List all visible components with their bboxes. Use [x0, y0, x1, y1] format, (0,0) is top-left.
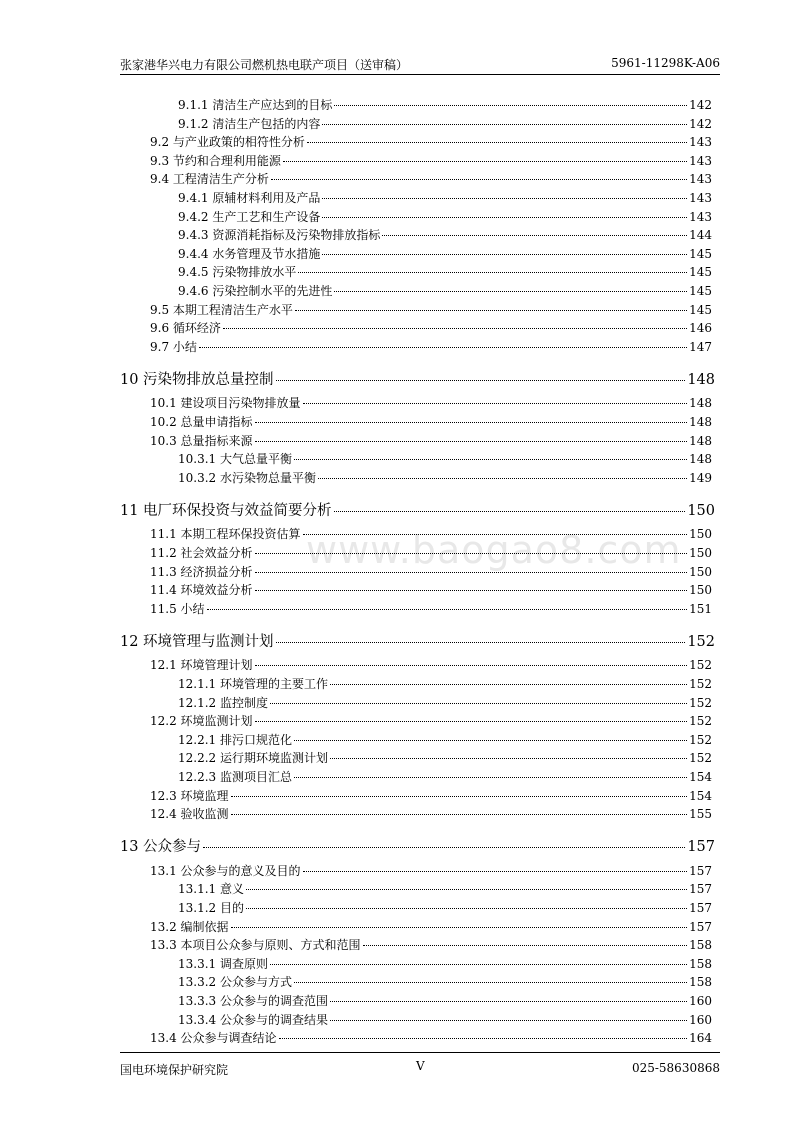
toc-entry-title: 11.5 小结 [150, 601, 205, 616]
toc-entry-page: 150 [689, 564, 712, 579]
toc-entry-title: 13.3 本项目公众参与原则、方式和范围 [150, 938, 361, 953]
toc-entry-page: 157 [689, 882, 712, 897]
toc-entry[interactable] [178, 768, 712, 786]
toc-entry-title: 9.4 工程清洁生产分析 [150, 172, 269, 187]
toc-entry[interactable] [178, 1011, 712, 1029]
toc-entry[interactable] [178, 245, 712, 263]
toc-entry-page: 143 [689, 153, 712, 168]
toc-dot-leader [246, 889, 687, 890]
toc-dot-leader [231, 814, 688, 815]
toc-dot-leader [322, 254, 687, 255]
toc-entry[interactable] [150, 544, 712, 562]
toc-dot-leader [255, 422, 688, 423]
toc-entry-title: 9.4.6 污染控制水平的先进性 [178, 284, 333, 298]
toc-entry-page: 158 [689, 938, 712, 953]
toc-dot-leader [255, 441, 688, 442]
toc-dot-leader [199, 347, 687, 348]
toc-entry-page: 148 [689, 452, 712, 467]
toc-entry-page: 157 [687, 839, 715, 856]
toc-entry-page: 157 [689, 863, 712, 878]
toc-dot-leader [382, 235, 687, 236]
toc-entry[interactable] [178, 469, 712, 487]
toc-entry-title: 9.1.2 清洁生产包括的内容 [178, 116, 321, 131]
toc-entry-title: 11.4 环境效益分析 [150, 583, 253, 598]
toc-entry[interactable] [120, 632, 715, 652]
toc-entry-page: 145 [689, 265, 712, 280]
toc-dot-leader [330, 1020, 687, 1021]
toc-dot-leader [294, 982, 687, 983]
page-footer [120, 1052, 720, 1083]
toc-entry-page: 143 [689, 209, 712, 224]
toc-entry[interactable] [150, 563, 712, 581]
toc-entry-page: 145 [689, 246, 712, 261]
toc-entry-title: 13.4 公众参与调查结论 [150, 1031, 277, 1046]
toc-dot-leader [223, 328, 687, 329]
toc-entry-page: 158 [689, 956, 712, 971]
toc-entry-page: 150 [687, 502, 715, 519]
toc-dot-leader [330, 684, 687, 685]
toc-dot-leader [322, 217, 687, 218]
toc-entry-title: 10.1 建设项目污染物排放量 [150, 396, 301, 411]
toc-dot-leader [303, 871, 688, 872]
toc-entry[interactable] [150, 936, 712, 954]
toc-entry-title: 13.1.2 目的 [178, 901, 244, 915]
toc-entry-page: 157 [689, 919, 712, 934]
toc-dot-leader [231, 927, 688, 928]
toc-entry[interactable] [178, 115, 712, 133]
toc-entry-title: 13.3.1 调查原则 [178, 956, 268, 971]
toc-dot-leader [322, 198, 687, 199]
toc-entry-title: 13.3.4 公众参与的调查结果 [178, 1012, 328, 1027]
toc-entry-page: 148 [689, 415, 712, 429]
toc-entry-title: 13.3.2 公众参与方式 [178, 975, 292, 990]
toc-entry-page: 150 [689, 527, 712, 542]
toc-entry-title: 12.3 环境监理 [150, 788, 229, 803]
toc-entry[interactable] [150, 394, 712, 412]
toc-entry[interactable] [178, 731, 712, 749]
toc-entry[interactable] [150, 319, 712, 337]
toc-entry[interactable] [150, 581, 712, 599]
watermark: www.baogao8.com [306, 528, 682, 572]
toc-entry-page: 154 [689, 770, 712, 784]
toc-entry-page: 143 [689, 191, 712, 205]
header-project-title: 张家港华兴电力有限公司燃机热电联产项目（送审稿） [120, 58, 409, 72]
toc-entry-page: 142 [689, 98, 712, 112]
toc-entry-page: 145 [689, 302, 712, 317]
toc-dot-leader [334, 105, 687, 106]
toc-dot-leader [276, 642, 686, 643]
toc-entry-title: 10.3.1 大气总量平衡 [178, 452, 292, 467]
toc-entry-title: 12.2.3 监测项目汇总 [178, 770, 292, 784]
toc-entry[interactable] [150, 413, 712, 431]
toc-entry-title: 10.2 总量申请指标 [150, 415, 253, 429]
toc-entry[interactable] [150, 432, 712, 450]
toc-entry[interactable] [150, 600, 712, 618]
toc-entry-title: 11 电厂环保投资与效益简要分析 [120, 502, 332, 519]
toc-entry-page: 158 [689, 975, 712, 990]
toc-dot-leader [303, 403, 688, 404]
toc-entry-page: 152 [689, 751, 712, 766]
toc-entry-title: 12.1.1 环境管理的主要工作 [178, 677, 328, 691]
toc-entry-title: 13 公众参与 [120, 839, 202, 856]
toc-entry[interactable] [150, 170, 712, 188]
toc-entry-page: 157 [689, 901, 712, 915]
toc-entry-title: 11.1 本期工程环保投资估算 [150, 527, 301, 542]
toc-entry[interactable] [178, 450, 712, 468]
toc-dot-leader [203, 847, 685, 848]
toc-entry-title: 12.1.2 监控制度 [178, 695, 268, 710]
toc-entry-title: 10 污染物排放总量控制 [120, 371, 274, 388]
toc-entry-title: 13.1.1 意义 [178, 882, 244, 897]
toc-dot-leader [294, 777, 687, 778]
toc-entry[interactable] [150, 805, 712, 823]
toc-entry-page: 164 [689, 1031, 712, 1046]
toc-entry[interactable] [178, 226, 712, 244]
toc-dot-leader [295, 310, 687, 311]
toc-entry[interactable] [178, 282, 712, 300]
toc-dot-leader [334, 291, 687, 292]
toc-entry[interactable] [178, 694, 712, 712]
toc-entry-title: 9.3 节约和合理利用能源 [150, 153, 281, 168]
toc-entry[interactable] [120, 837, 715, 857]
toc-entry[interactable] [178, 992, 712, 1010]
toc-dot-leader [255, 553, 688, 554]
toc-entry-page: 160 [689, 994, 712, 1008]
toc-dot-leader [334, 511, 686, 512]
toc-entry-page: 152 [689, 677, 712, 691]
toc-entry[interactable] [178, 675, 712, 693]
toc-entry-title: 9.4.1 原辅材料利用及产品 [178, 191, 321, 205]
toc-entry-page: 142 [689, 116, 712, 131]
toc-entry[interactable] [150, 301, 712, 319]
toc-dot-leader [255, 572, 688, 573]
toc-dot-leader [255, 665, 688, 666]
toc-entry[interactable] [150, 525, 712, 543]
toc-entry[interactable] [178, 96, 712, 114]
toc-entry[interactable] [178, 973, 712, 991]
toc-entry-title: 9.4.3 资源消耗指标及污染物排放指标 [178, 228, 381, 243]
toc-dot-leader [270, 703, 687, 704]
toc-entry-page: 150 [689, 546, 712, 560]
toc-dot-leader [303, 534, 688, 535]
toc-entry-page: 155 [689, 807, 712, 822]
toc-entry[interactable] [178, 899, 712, 917]
toc-entry-title: 11.2 社会效益分析 [150, 546, 253, 560]
toc-entry-title: 9.5 本期工程清洁生产水平 [150, 302, 293, 317]
toc-entry-title: 12.1 环境管理计划 [150, 658, 253, 673]
toc-dot-leader [294, 459, 687, 460]
toc-entry[interactable] [150, 712, 712, 730]
toc-entry[interactable] [120, 501, 715, 521]
toc-entry[interactable] [120, 370, 715, 390]
toc-dot-leader [255, 590, 688, 591]
toc-entry[interactable] [150, 152, 712, 170]
toc-dot-leader [330, 758, 687, 759]
toc-entry-page: 143 [689, 172, 712, 187]
toc-entry-page: 145 [689, 284, 712, 298]
toc-dot-leader [246, 908, 687, 909]
toc-dot-leader [318, 478, 687, 479]
toc-entry-page: 147 [689, 339, 712, 354]
toc-entry-title: 12 环境管理与监测计划 [120, 633, 274, 650]
footer-page-number: V [416, 1059, 425, 1073]
toc-entry-page: 152 [689, 695, 712, 710]
toc-entry-page: 148 [689, 396, 712, 411]
toc-entry-title: 9.4.5 污染物排放水平 [178, 265, 297, 280]
toc-entry[interactable] [150, 918, 712, 936]
footer-phone: 025-58630868 [631, 1061, 720, 1075]
toc-entry-title: 10.3 总量指标来源 [150, 433, 253, 448]
toc-dot-leader [231, 796, 688, 797]
toc-entry[interactable] [150, 133, 712, 151]
toc-entry-page: 152 [687, 633, 715, 650]
toc-entry-title: 9.2 与产业政策的相符性分析 [150, 135, 305, 150]
toc-entry-page: 160 [689, 1012, 712, 1027]
toc-entry-page: 150 [689, 583, 712, 598]
toc-entry-page: 144 [689, 228, 712, 243]
toc-entry-title: 13.1 公众参与的意义及目的 [150, 863, 301, 878]
toc-entry-title: 12.2.2 运行期环境监测计划 [178, 751, 328, 766]
toc-entry-page: 148 [687, 371, 715, 388]
toc-dot-leader [207, 609, 688, 610]
toc-entry[interactable] [178, 955, 712, 973]
toc-dot-leader [283, 161, 687, 162]
toc-dot-leader [255, 721, 688, 722]
toc-entry[interactable] [150, 656, 712, 674]
toc-dot-leader [271, 179, 687, 180]
toc-entry-page: 146 [689, 321, 712, 336]
toc-dot-leader [330, 1001, 687, 1002]
page-header [120, 52, 720, 75]
toc-entry-page: 152 [689, 658, 712, 673]
toc-entry[interactable] [178, 880, 712, 898]
toc-entry-title: 13.3.3 公众参与的调查范围 [178, 994, 328, 1008]
toc-entry-page: 143 [689, 135, 712, 150]
toc-entry-page: 152 [689, 714, 712, 729]
toc-dot-leader [322, 124, 687, 125]
toc-entry[interactable] [150, 862, 712, 880]
toc-entry-page: 148 [689, 433, 712, 448]
toc-entry[interactable] [150, 787, 712, 805]
toc-dot-leader [270, 964, 687, 965]
toc-entry-title: 12.2.1 排污口规范化 [178, 732, 292, 747]
toc-entry-title: 13.2 编制依据 [150, 919, 229, 934]
toc-dot-leader [294, 740, 687, 741]
toc-entry-page: 149 [689, 470, 712, 485]
toc-entry-title: 9.6 循环经济 [150, 321, 221, 336]
toc-entry-page: 151 [689, 601, 712, 616]
toc-entry[interactable] [178, 189, 712, 207]
toc-entry-title: 11.3 经济损益分析 [150, 564, 253, 579]
footer-organization: 国电环境保护研究院 [120, 1063, 229, 1077]
toc-entry-title: 9.4.2 生产工艺和生产设备 [178, 209, 321, 224]
toc-entry-title: 12.4 验收监测 [150, 807, 229, 822]
toc-entry-title: 12.2 环境监测计划 [150, 714, 253, 729]
toc-dot-leader [298, 272, 687, 273]
toc-entry[interactable] [178, 749, 712, 767]
toc-dot-leader [279, 1038, 688, 1039]
header-document-number: 5961-11298K-A06 [611, 56, 720, 70]
toc-entry-page: 154 [689, 788, 712, 803]
toc-entry-title: 9.4.4 水务管理及节水措施 [178, 246, 321, 261]
toc-entry-title: 9.7 小结 [150, 339, 197, 354]
toc-dot-leader [276, 380, 686, 381]
toc-entry-page: 152 [689, 732, 712, 747]
toc-entry-title: 9.1.1 清洁生产应达到的目标 [178, 98, 333, 112]
toc-entry[interactable] [178, 263, 712, 281]
toc-entry[interactable] [150, 1029, 712, 1047]
toc-entry[interactable] [150, 338, 712, 356]
toc-entry[interactable] [178, 208, 712, 226]
toc-entry-title: 10.3.2 水污染物总量平衡 [178, 470, 316, 485]
toc-dot-leader [307, 142, 687, 143]
toc-dot-leader [363, 945, 688, 946]
